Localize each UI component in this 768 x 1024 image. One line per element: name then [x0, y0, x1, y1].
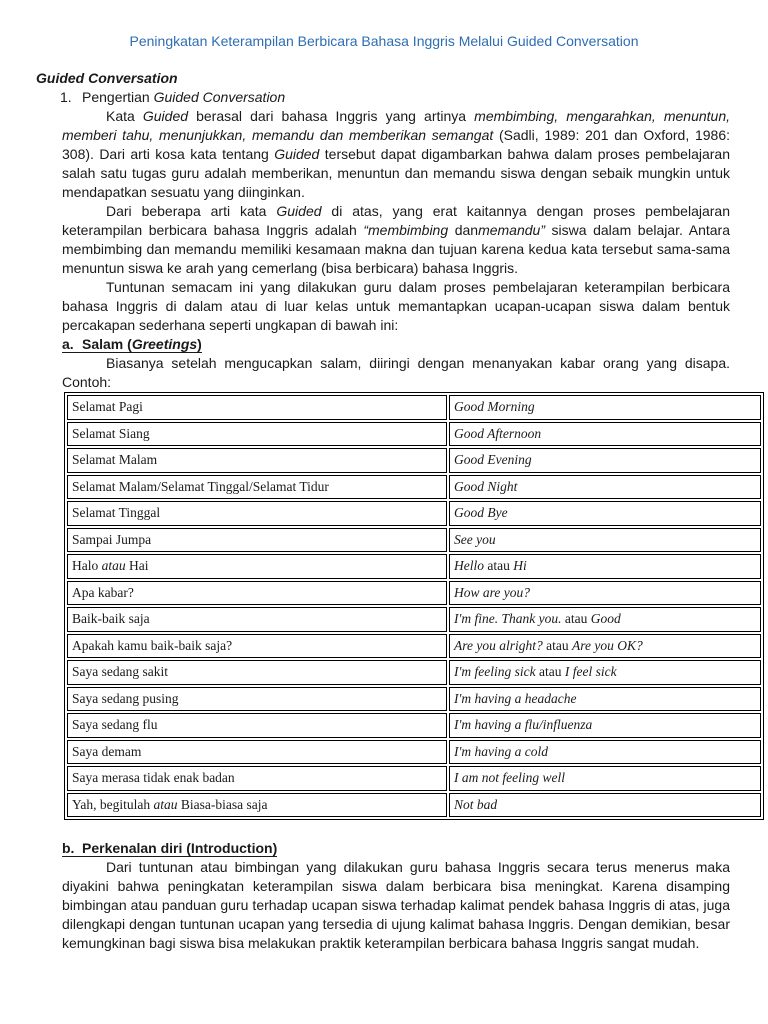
text-segment: Pengertian [82, 89, 154, 105]
text-segment: Are you OK? [572, 637, 643, 653]
text-segment: How are you? [454, 584, 530, 600]
text-segment: Saya sedang sakit [72, 664, 168, 680]
english-phrase-cell [449, 740, 761, 765]
text-segment: I am not feeling well [454, 770, 565, 786]
subsection-letter: b. [62, 840, 82, 857]
text-segment: Saya merasa tidak enak badan [72, 770, 235, 786]
text-segment: Perkenalan diri (Introduction) [82, 840, 278, 856]
indonesian-phrase-cell [67, 660, 447, 685]
text-segment: Hai [125, 558, 149, 574]
table-row [67, 607, 761, 632]
text-segment: Apakah kamu baik-baik saja? [72, 637, 233, 653]
subsection-title [82, 840, 277, 857]
text-segment: Dari tuntunan atau bimbingan yang dilakukan guru bahasa Inggris secara terus menerus maka diyakini bahwa peningkatan keterampilan siswa dalam berbicara bisa meningkat. Karena disamping bimbingan atau panduan guru terhadap ucapan siswa terhadap kalimat pendek bahasa Inggris di atas, juga dilengkapi dengan tuntunan ucapan yang tersedia di ujung kalimat bahasa Inggris. Dengan demikian, besar kemungkinan bagi siswa bisa melakukan praktik keterampilan berbicara bahasa Inggris sangat mudah. [62, 859, 730, 951]
section-heading: Guided Conversation [36, 70, 178, 86]
text-segment: atau [484, 558, 514, 574]
indonesian-phrase-cell [67, 475, 447, 500]
table-row [67, 581, 761, 606]
text-segment: atau [153, 796, 178, 812]
text-segment: Saya demam [72, 743, 142, 759]
text-segment: Guided [274, 146, 320, 162]
text-segment: memandu” [478, 222, 545, 238]
english-phrase-cell [449, 793, 761, 818]
text-segment: Good [590, 611, 621, 627]
subsection-title [82, 336, 202, 353]
indonesian-phrase-cell [67, 793, 447, 818]
english-phrase-cell [449, 395, 761, 420]
english-phrase-cell [449, 501, 761, 526]
text-segment: Hi [513, 558, 527, 574]
indonesian-phrase-cell [67, 740, 447, 765]
indonesian-phrase-cell [67, 528, 447, 553]
text-segment: atau [535, 664, 565, 680]
table-row [67, 528, 761, 553]
paragraph-guided-meaning [62, 202, 730, 278]
text-segment: Guided Conversation [153, 89, 286, 105]
text-segment: Dari beberapa arti kata [106, 203, 277, 219]
text-segment: di atas, yang erat kaitannya dengan proses pembelajaran keterampilan berbicara bahasa Inggris adalah [62, 203, 730, 238]
indonesian-phrase-cell [67, 634, 447, 659]
text-segment: Selamat Malam/Selamat Tinggal/Selamat Tidur [72, 478, 329, 494]
english-phrase-cell [449, 475, 761, 500]
greetings-table-body [67, 395, 761, 817]
text-segment: Good Afternoon [454, 425, 542, 441]
item-number: 1. [60, 89, 72, 105]
paragraph-definition [62, 107, 730, 202]
text-segment: See you [454, 531, 496, 547]
text-segment: Greetings [131, 336, 198, 352]
text-segment: “membimbing [363, 222, 455, 238]
english-phrase-cell [449, 448, 761, 473]
table-row [67, 793, 761, 818]
subsection-a-heading [62, 335, 764, 354]
table-row [67, 713, 761, 738]
table-row [67, 740, 761, 765]
table-row [67, 448, 761, 473]
table-row [67, 475, 761, 500]
paragraph-introduction [62, 858, 730, 953]
text-segment: I'm feeling sick [454, 664, 536, 680]
text-segment: I feel sick [564, 664, 617, 680]
text-segment: Selamat Malam [72, 452, 158, 468]
table-row [67, 422, 761, 447]
text-segment: Are you alright? [454, 637, 543, 653]
text-segment: Salam ( [82, 336, 132, 352]
indonesian-phrase-cell [67, 581, 447, 606]
text-segment: I'm having a cold [454, 743, 548, 759]
text-segment: Apa kabar? [72, 584, 134, 600]
table-row [67, 554, 761, 579]
indonesian-phrase-cell [67, 766, 447, 791]
text-segment: membimbing, mengarahkan, menuntun, memberi tahu, menunjukkan, memandu dan memberikan semangat [62, 108, 730, 143]
text-segment: Biasa-biasa saja [177, 796, 268, 812]
greetings-table [64, 392, 764, 820]
text-segment: I'm having a headache [454, 690, 577, 706]
text-segment: Kata [106, 108, 143, 124]
text-segment: Saya sedang flu [72, 717, 158, 733]
subsection-letter: a. [62, 336, 82, 353]
english-phrase-cell [449, 687, 761, 712]
english-phrase-cell [449, 607, 761, 632]
text-segment: atau [542, 637, 572, 653]
subsection-b-heading [62, 839, 764, 858]
indonesian-phrase-cell [67, 687, 447, 712]
english-phrase-cell [449, 554, 761, 579]
text-segment: ) [197, 336, 202, 352]
text-segment: siswa dalam belajar. Antara membimbing dan memandu memiliki kesamaan makna dan tujuan karena kedua kata tersebut sama-sama menuntun siswa ke arah yang cemerlang (bisa berbicara) bahasa Inggris. [62, 222, 730, 276]
paragraph-greetings-intro [62, 354, 730, 392]
text-segment: Halo [72, 558, 102, 574]
text-segment: Not bad [454, 796, 498, 812]
text-segment: atau [101, 558, 126, 574]
text-segment: Selamat Siang [72, 425, 150, 441]
text-segment: Tuntunan semacam ini yang dilakukan guru dalam proses pembelajaran keterampilan berbicara bahasa Inggris di dalam atau di luar kelas untuk memantapkan ucapan-ucapan siswa dalam bentuk percakapan sederhana seperti ungkapan di bawah ini: [62, 279, 730, 333]
table-row [67, 766, 761, 791]
paragraph-guidance [62, 278, 730, 335]
text-segment: (Sadli, 1989: 201 dan Oxford, 1986: 308). Dari arti kosa kata tentang [62, 127, 730, 162]
text-segment: Good Night [454, 478, 518, 494]
text-segment: tersebut dapat digambarkan bahwa dalam proses pembelajaran salah satu tugas guru adalah memberikan, menuntun dan memandu siswa dengan sebaik mungkin untuk mendapatkan sesuatu yang diinginkan. [62, 146, 730, 200]
text-segment: Yah, begitulah [72, 796, 154, 812]
table-row [67, 660, 761, 685]
text-segment: Guided [142, 108, 189, 124]
table-row [67, 395, 761, 420]
text-segment: I'm fine. Thank you. [454, 611, 562, 627]
text-segment: Sampai Jumpa [72, 531, 152, 547]
text-segment: atau [561, 611, 591, 627]
english-phrase-cell [449, 634, 761, 659]
indonesian-phrase-cell [67, 395, 447, 420]
text-segment: dan [454, 222, 479, 238]
text-segment: Guided [276, 203, 322, 219]
table-row [67, 634, 761, 659]
item-label [82, 89, 285, 105]
indonesian-phrase-cell [67, 607, 447, 632]
text-segment: Saya sedang pusing [72, 690, 179, 706]
text-segment: Good Morning [454, 399, 535, 415]
indonesian-phrase-cell [67, 422, 447, 447]
text-segment: Selamat Tinggal [72, 505, 161, 521]
english-phrase-cell [449, 422, 761, 447]
text-segment: berasal dari bahasa Inggris yang artinya [188, 108, 475, 124]
text-segment: I'm having a flu/influenza [454, 717, 593, 733]
text-segment: Hello [454, 558, 484, 574]
english-phrase-cell [449, 660, 761, 685]
text-segment: Biasanya setelah mengucapkan salam, diiringi dengan menanyakan kabar orang yang disapa. Contoh: [62, 355, 730, 390]
text-segment: Good Evening [454, 452, 532, 468]
text-segment: Baik-baik saja [72, 611, 150, 627]
indonesian-phrase-cell [67, 448, 447, 473]
text-segment: Selamat Pagi [72, 399, 143, 415]
english-phrase-cell [449, 528, 761, 553]
english-phrase-cell [449, 713, 761, 738]
english-phrase-cell [449, 581, 761, 606]
text-segment: Good Bye [454, 505, 508, 521]
indonesian-phrase-cell [67, 501, 447, 526]
document-body [36, 69, 764, 953]
indonesian-phrase-cell [67, 554, 447, 579]
running-header: Peningkatan Keterampilan Berbicara Bahasa Inggris Melalui Guided Conversation [129, 33, 639, 49]
english-phrase-cell [449, 766, 761, 791]
table-row [67, 687, 761, 712]
indonesian-phrase-cell [67, 713, 447, 738]
table-row [67, 501, 761, 526]
numbered-item-1 [60, 88, 764, 107]
